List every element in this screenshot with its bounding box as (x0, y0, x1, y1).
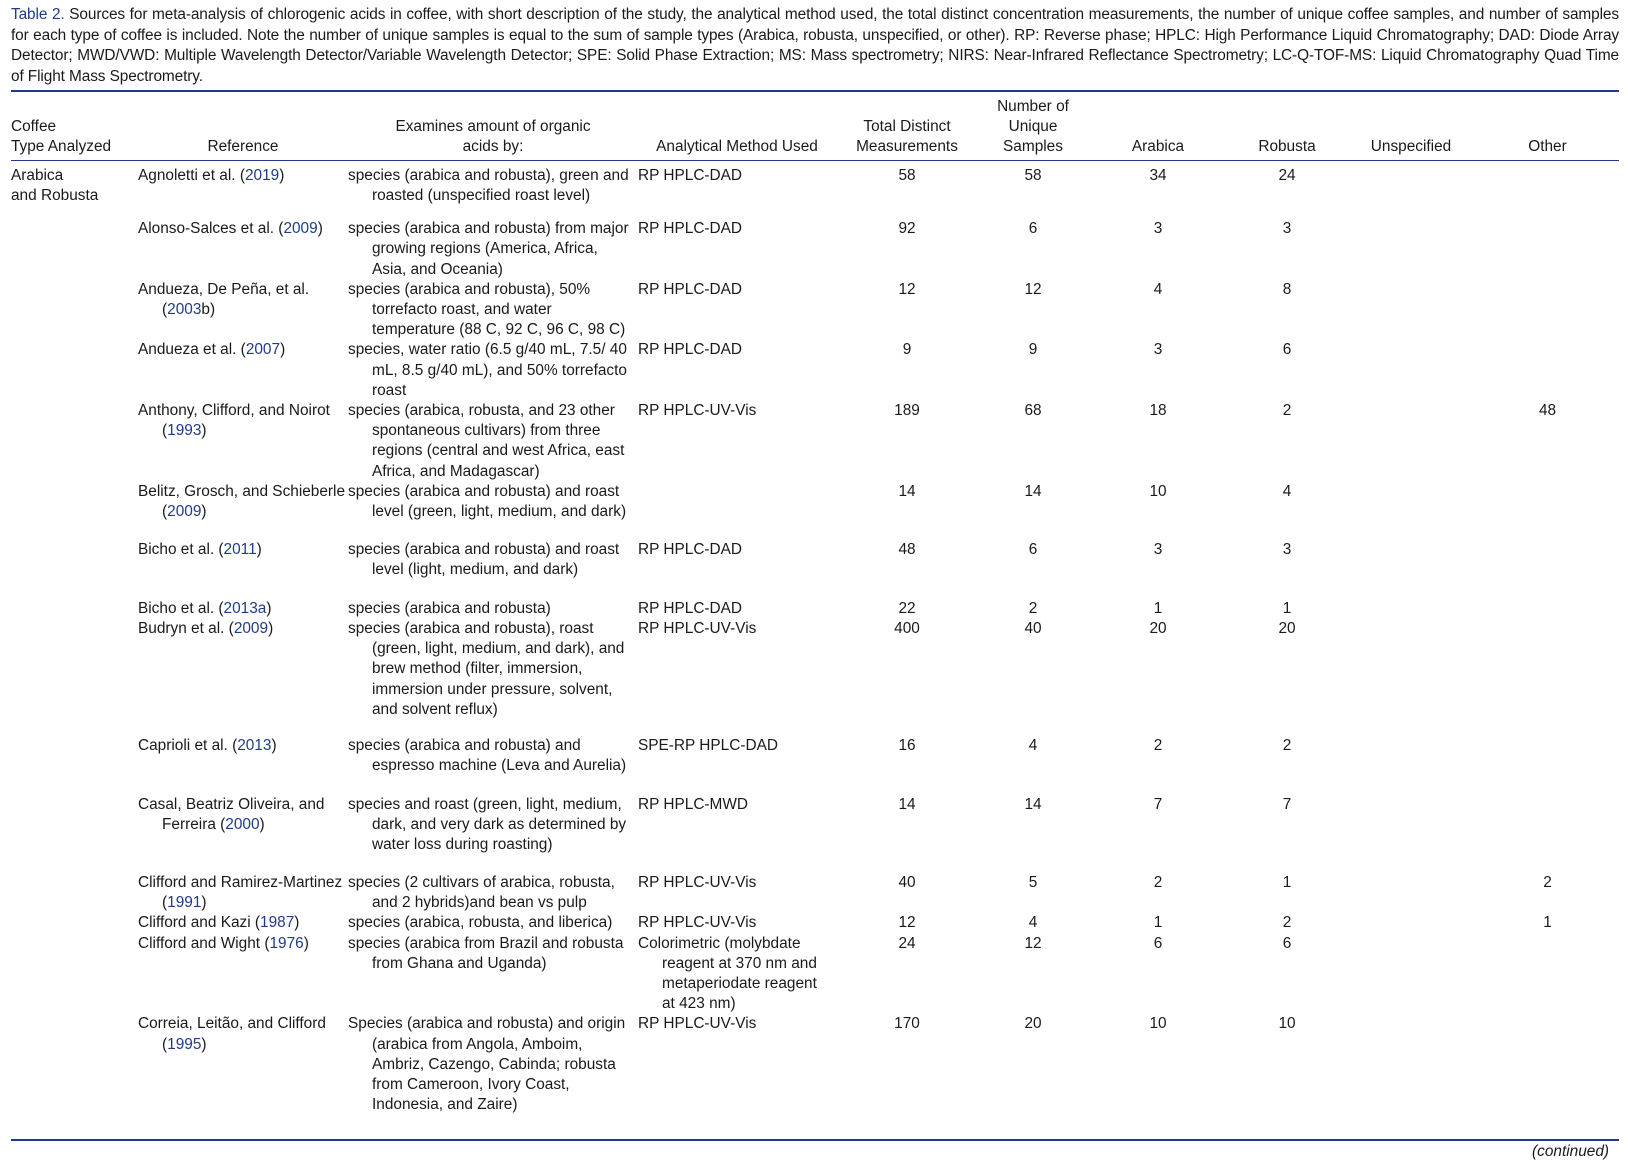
cell-unique: 6 (1028, 220, 1038, 238)
cell-coffee-type (11, 1014, 138, 1115)
header-coffee-type: Coffee Type Analyzed (11, 97, 138, 160)
cell-robusta: 1 (1282, 873, 1292, 891)
cell-robusta: 4 (1282, 482, 1292, 500)
cell-unique: 12 (1024, 280, 1042, 298)
cell-examines: species (arabica from Brazil and robusta from Ghana and Uganda) (348, 934, 624, 972)
cell-coffee-type (11, 160, 138, 219)
table-row (11, 482, 1619, 540)
cell-arabica: 1 (1153, 599, 1163, 617)
cell-reference (138, 219, 348, 280)
cell-total: 24 (898, 934, 916, 952)
cell-robusta: 2 (1282, 736, 1292, 754)
cell-unspecified (1346, 873, 1476, 913)
cell-other (1476, 736, 1619, 795)
reference-year-link[interactable]: 1987 (260, 914, 295, 932)
cell-reference (138, 873, 348, 913)
cell-examines: species (2 cultivars of arabica, robusta, and 2 hybrids)and bean vs pulp (348, 873, 615, 912)
reference-suffix: ) (201, 1035, 207, 1053)
cell-method: Colorimetric (molybdate reagent at 370 nm and metaperiodate reagent at 423 nm) (638, 934, 817, 1013)
cell-unspecified (1346, 340, 1476, 401)
table-row (11, 280, 1619, 341)
cell-total: 58 (898, 166, 916, 184)
reference-authors: Caprioli et al. ( (138, 736, 238, 754)
reference-year-link[interactable]: 1991 (167, 894, 202, 912)
cell-coffee-type (11, 795, 138, 873)
reference-year-link[interactable]: 2013a (223, 599, 267, 617)
cell-other (1476, 340, 1619, 401)
table-label: Table 2. (11, 6, 65, 23)
cell-other: 2 (1543, 873, 1552, 891)
reference-year-link[interactable]: 2013 (237, 736, 272, 754)
cell-arabica: 20 (1149, 619, 1167, 637)
cell-robusta: 2 (1282, 914, 1292, 932)
cell-robusta: 6 (1282, 934, 1292, 952)
cell-total: 400 (894, 619, 920, 637)
reference-suffix: ) (279, 166, 285, 184)
reference-suffix: ) (303, 934, 309, 952)
table-row (11, 599, 1619, 619)
reference-authors: Belitz, Grosch, and Schieberle ( (138, 482, 346, 520)
cell-unique: 4 (1028, 914, 1038, 932)
table-row (11, 934, 1619, 1015)
cell-examines: species (arabica, robusta, and 23 other spontaneous cultivars) from three regions (central and west Africa, east Africa, and Madagascar) (348, 401, 625, 480)
cell-arabica: 3 (1153, 341, 1163, 359)
cell-unspecified (1346, 599, 1476, 619)
table-row (11, 619, 1619, 736)
table-row (11, 873, 1619, 913)
cell-examines: species (arabica and robusta) and roast level (green, light, medium, and dark) (348, 482, 627, 520)
reference-authors: Clifford and Wight ( (138, 934, 270, 952)
reference-year-link[interactable]: 2003 (167, 300, 202, 318)
cell-robusta: 20 (1278, 619, 1296, 637)
cell-coffee-type (11, 340, 138, 401)
cell-arabica: 4 (1153, 280, 1163, 298)
cell-robusta: 8 (1282, 280, 1292, 298)
cell-unique: 9 (1028, 341, 1038, 359)
cell-reference (138, 540, 348, 599)
table-row (11, 540, 1619, 599)
cell-reference (138, 599, 348, 619)
header-method: Analytical Method Used (638, 97, 836, 160)
cell-examines: species (arabica, robusta, and liberica) (348, 914, 613, 932)
cell-robusta: 6 (1282, 341, 1292, 359)
cell-examines: species (arabica and robusta) from major growing regions (America, Africa, Asia, and Oceania) (348, 220, 629, 278)
cell-coffee-type (11, 736, 138, 795)
cell-other (1476, 280, 1619, 341)
cell-reference (138, 619, 348, 736)
table-caption (11, 5, 1619, 87)
cell-method: RP HPLC-DAD (638, 280, 743, 298)
cell-unique: 14 (1024, 482, 1042, 500)
cell-coffee-type (11, 599, 138, 619)
cell-arabica: 3 (1153, 540, 1163, 558)
cell-unspecified (1346, 401, 1476, 482)
cell-method: RP HPLC-UV-Vis (638, 873, 757, 891)
cell-examines: species, water ratio (6.5 g/40 mL, 7.5/ 40 mL, 8.5 g/40 mL), and 50% torrefacto roast (348, 341, 627, 399)
cell-total: 14 (898, 482, 916, 500)
cell-total: 40 (898, 873, 916, 891)
reference-suffix: ) (271, 736, 277, 754)
cell-other (1476, 160, 1619, 219)
cell-reference (138, 340, 348, 401)
cell-method: RP HPLC-UV-Vis (638, 401, 757, 419)
reference-suffix: ) (294, 914, 300, 932)
cell-reference (138, 934, 348, 1015)
header-unspecified: Unspecified (1346, 97, 1476, 160)
reference-year-link[interactable]: 2019 (244, 166, 280, 184)
cell-unspecified (1346, 160, 1476, 219)
cell-total: 189 (894, 401, 920, 419)
cell-unique: 2 (1028, 599, 1038, 617)
cell-robusta: 7 (1282, 795, 1292, 813)
cell-coffee-type (11, 280, 138, 341)
cell-method: RP HPLC-DAD (638, 341, 743, 359)
cell-arabica: 3 (1153, 220, 1163, 238)
table-row (11, 219, 1619, 280)
cell-other (1476, 934, 1619, 1015)
reference-year-link[interactable]: 2009 (283, 220, 318, 238)
header-unique: Number of Unique Samples (978, 97, 1088, 160)
cell-coffee-type (11, 401, 138, 482)
cell-robusta: 3 (1282, 220, 1292, 238)
cell-total: 170 (894, 1015, 920, 1033)
cell-other: 48 (1538, 401, 1557, 419)
table-row (11, 736, 1619, 795)
cell-arabica: 18 (1149, 401, 1167, 419)
cell-unspecified (1346, 619, 1476, 736)
reference-suffix: ) (268, 619, 274, 637)
header-row (11, 97, 1619, 160)
cell-unique: 20 (1024, 1015, 1042, 1033)
cell-examines: species (arabica and robusta) and roast level (light, medium, and dark) (348, 540, 620, 578)
cell-total: 9 (902, 341, 912, 359)
cell-method: RP HPLC-UV-Vis (638, 619, 757, 637)
reference-authors: Andueza, De Peña, et al. ( (138, 280, 310, 318)
header-examines: Examines amount of organic acids by: (348, 97, 638, 160)
cell-examines: species (arabica and robusta), 50% torrefacto roast, and water temperature (88 C, 92 C, 96 C, 98 C) (348, 280, 626, 339)
cell-total: 48 (898, 540, 916, 558)
table-row (11, 913, 1619, 933)
cell-method: RP HPLC-DAD (638, 166, 743, 184)
cell-unspecified (1346, 934, 1476, 1015)
cell-reference (138, 736, 348, 795)
cell-unspecified (1346, 482, 1476, 540)
group-label: and Robusta (11, 186, 99, 204)
table-row (11, 340, 1619, 401)
table-row (11, 160, 1619, 219)
cell-unique: 5 (1028, 873, 1038, 891)
reference-suffix: ) (317, 220, 323, 238)
cell-examines: species and roast (green, light, medium, dark, and very dark as determined by water loss during roasting) (348, 795, 627, 854)
cell-reference (138, 795, 348, 873)
cell-method: RP HPLC-UV-Vis (638, 914, 757, 932)
cell-method: SPE-RP HPLC-DAD (638, 736, 778, 754)
page (11, 5, 1619, 1160)
cell-unspecified (1346, 540, 1476, 599)
cell-robusta: 2 (1282, 401, 1292, 419)
reference-year-link[interactable]: 2007 (245, 341, 281, 359)
reference-authors: Alonso-Salces et al. ( (138, 220, 284, 238)
reference-authors: Andueza et al. ( (138, 341, 246, 359)
cell-examines: species (arabica and robusta), green and roasted (unspecified roast level) (348, 166, 629, 204)
cell-arabica: 10 (1149, 1015, 1167, 1033)
reference-suffix: b) (201, 300, 216, 318)
cell-unique: 4 (1028, 736, 1038, 754)
table-bottom-rule (11, 1139, 1619, 1141)
reference-suffix: ) (256, 540, 262, 558)
cell-examines: species (arabica and robusta), roast (green, light, medium, and dark), and brew method (filter, immersion, immersion under pressure, solvent, and solvent reflux) (348, 619, 625, 718)
cell-examines: species (arabica and robusta) and espresso machine (Leva and Aurelia) (348, 736, 627, 775)
cell-coffee-type (11, 219, 138, 280)
cell-coffee-type (11, 540, 138, 599)
cell-method: RP HPLC-DAD (638, 220, 743, 238)
reference-suffix: ) (201, 894, 207, 912)
cell-coffee-type (11, 873, 138, 913)
table-top-rule (11, 90, 1619, 92)
reference-authors: Bicho et al. ( (138, 599, 224, 617)
cell-unique: 12 (1024, 934, 1042, 952)
cell-unspecified (1346, 795, 1476, 873)
cell-coffee-type (11, 482, 138, 540)
cell-method: RP HPLC-MWD (638, 795, 749, 813)
cell-other (1476, 219, 1619, 280)
table-row (11, 401, 1619, 482)
cell-coffee-type (11, 913, 138, 933)
reference-suffix: ) (201, 502, 207, 520)
cell-robusta: 24 (1278, 166, 1296, 184)
reference-authors: Agnoletti et al. ( (138, 166, 245, 184)
cell-arabica: 2 (1153, 736, 1163, 754)
reference-authors: Budryn et al. ( (138, 619, 234, 637)
reference-year-link[interactable]: 2009 (167, 502, 202, 520)
cell-total: 22 (898, 599, 916, 617)
reference-suffix: ) (280, 341, 286, 359)
cell-coffee-type (11, 934, 138, 1015)
cell-reference (138, 482, 348, 540)
reference-suffix: ) (266, 599, 272, 617)
reference-authors: Correia, Leitão, and Clifford ( (138, 1015, 326, 1053)
cell-unspecified (1346, 219, 1476, 280)
cell-total: 12 (898, 914, 916, 932)
cell-coffee-type (11, 619, 138, 736)
cell-unique: 40 (1024, 619, 1042, 637)
cell-robusta: 3 (1282, 540, 1292, 558)
cell-arabica: 10 (1149, 482, 1167, 500)
cell-reference (138, 401, 348, 482)
cell-unspecified (1346, 1014, 1476, 1115)
cell-other (1476, 1014, 1619, 1115)
cell-method: RP HPLC-UV-Vis (638, 1015, 757, 1033)
cell-other (1476, 619, 1619, 736)
cell-arabica: 6 (1153, 934, 1163, 952)
cell-unique: 68 (1024, 401, 1042, 419)
cell-robusta: 1 (1282, 599, 1292, 617)
cell-robusta: 10 (1278, 1015, 1296, 1033)
cell-unique: 58 (1024, 166, 1042, 184)
reference-year-link[interactable]: 1995 (167, 1035, 202, 1053)
reference-authors: Bicho et al. ( (138, 540, 224, 558)
cell-arabica: 1 (1153, 914, 1163, 932)
header-total: Total Distinct Measurements (836, 97, 978, 160)
continued-note: (continued) (1532, 1143, 1609, 1160)
cell-method: RP HPLC-DAD (638, 599, 743, 617)
cell-unspecified (1346, 280, 1476, 341)
cell-reference (138, 1014, 348, 1115)
header-arabica: Arabica (1088, 97, 1228, 160)
header-reference: Reference (138, 97, 348, 160)
cell-other (1476, 795, 1619, 873)
header-other: Other (1476, 97, 1619, 160)
reference-suffix: ) (259, 816, 265, 834)
cell-unique: 6 (1028, 540, 1038, 558)
cell-other (1476, 482, 1619, 540)
cell-reference (138, 913, 348, 933)
cell-reference (138, 280, 348, 341)
cell-arabica: 2 (1153, 873, 1163, 891)
cell-total: 16 (898, 736, 916, 754)
cell-method: RP HPLC-DAD (638, 540, 743, 558)
cell-total: 92 (898, 220, 916, 238)
reference-year-link[interactable]: 1993 (167, 422, 202, 440)
group-label: Arabica (11, 166, 64, 184)
caption-text: Sources for meta-analysis of chlorogenic acids in coffee, with short description of the study, the analytical method used, the total distinct concentration measurements, the number of unique coffee samples, and number of samples for each type of coffee is included. Note the number of unique samples is equal to the sum of sample types (Arabica, robusta, unspecified, or other). RP: Reverse phase; HPLC: High Performance Liquid Chromatography; DAD: Diode Array Detector; MWD/VWD: Multiple Wavelength Detector/Variable Wavelength Detector; SPE: Solid Phase Extraction; MS: Mass spectrometry; NIRS: Near-Infrared Reflectance Spectrometry; LC-Q-TOF-MS: Liquid Chromatography Quad Time of Flight Mass Spectrometry. (11, 6, 1619, 85)
reference-year-link[interactable]: 2000 (225, 816, 260, 834)
cell-arabica: 34 (1149, 166, 1167, 184)
cell-total: 14 (898, 795, 916, 813)
reference-authors: Clifford and Ramirez-Martinez ( (138, 873, 343, 912)
cell-other (1476, 599, 1619, 619)
cell-other (1476, 540, 1619, 599)
cell-other: 1 (1543, 914, 1552, 932)
table-body (11, 160, 1619, 1115)
table-row (11, 1014, 1619, 1115)
cell-arabica: 7 (1153, 795, 1163, 813)
reference-authors: Anthony, Clifford, and Noirot ( (138, 401, 330, 440)
table-row (11, 795, 1619, 873)
header-robusta: Robusta (1228, 97, 1346, 160)
reference-year-link[interactable]: 2011 (223, 540, 257, 558)
sources-table (11, 97, 1619, 1115)
cell-unique: 14 (1024, 795, 1042, 813)
reference-authors: Casal, Beatriz Oliveira, and Ferreira ( (138, 795, 325, 834)
cell-unspecified (1346, 913, 1476, 933)
cell-reference (138, 160, 348, 219)
cell-unspecified (1346, 736, 1476, 795)
reference-suffix: ) (201, 422, 207, 440)
cell-examines: species (arabica and robusta) (348, 599, 551, 617)
reference-authors: Clifford and Kazi ( (138, 914, 261, 932)
reference-year-link[interactable]: 2009 (233, 619, 269, 637)
cell-total: 12 (898, 280, 916, 298)
cell-method (638, 482, 836, 540)
cell-examines: Species (arabica and robusta) and origin (arabica from Angola, Amboim, Ambriz, Cazengo, Cabinda; robusta from Cameroon, Ivory Coast, Indonesia, and Zaire) (348, 1015, 626, 1114)
reference-year-link[interactable]: 1976 (269, 934, 304, 952)
